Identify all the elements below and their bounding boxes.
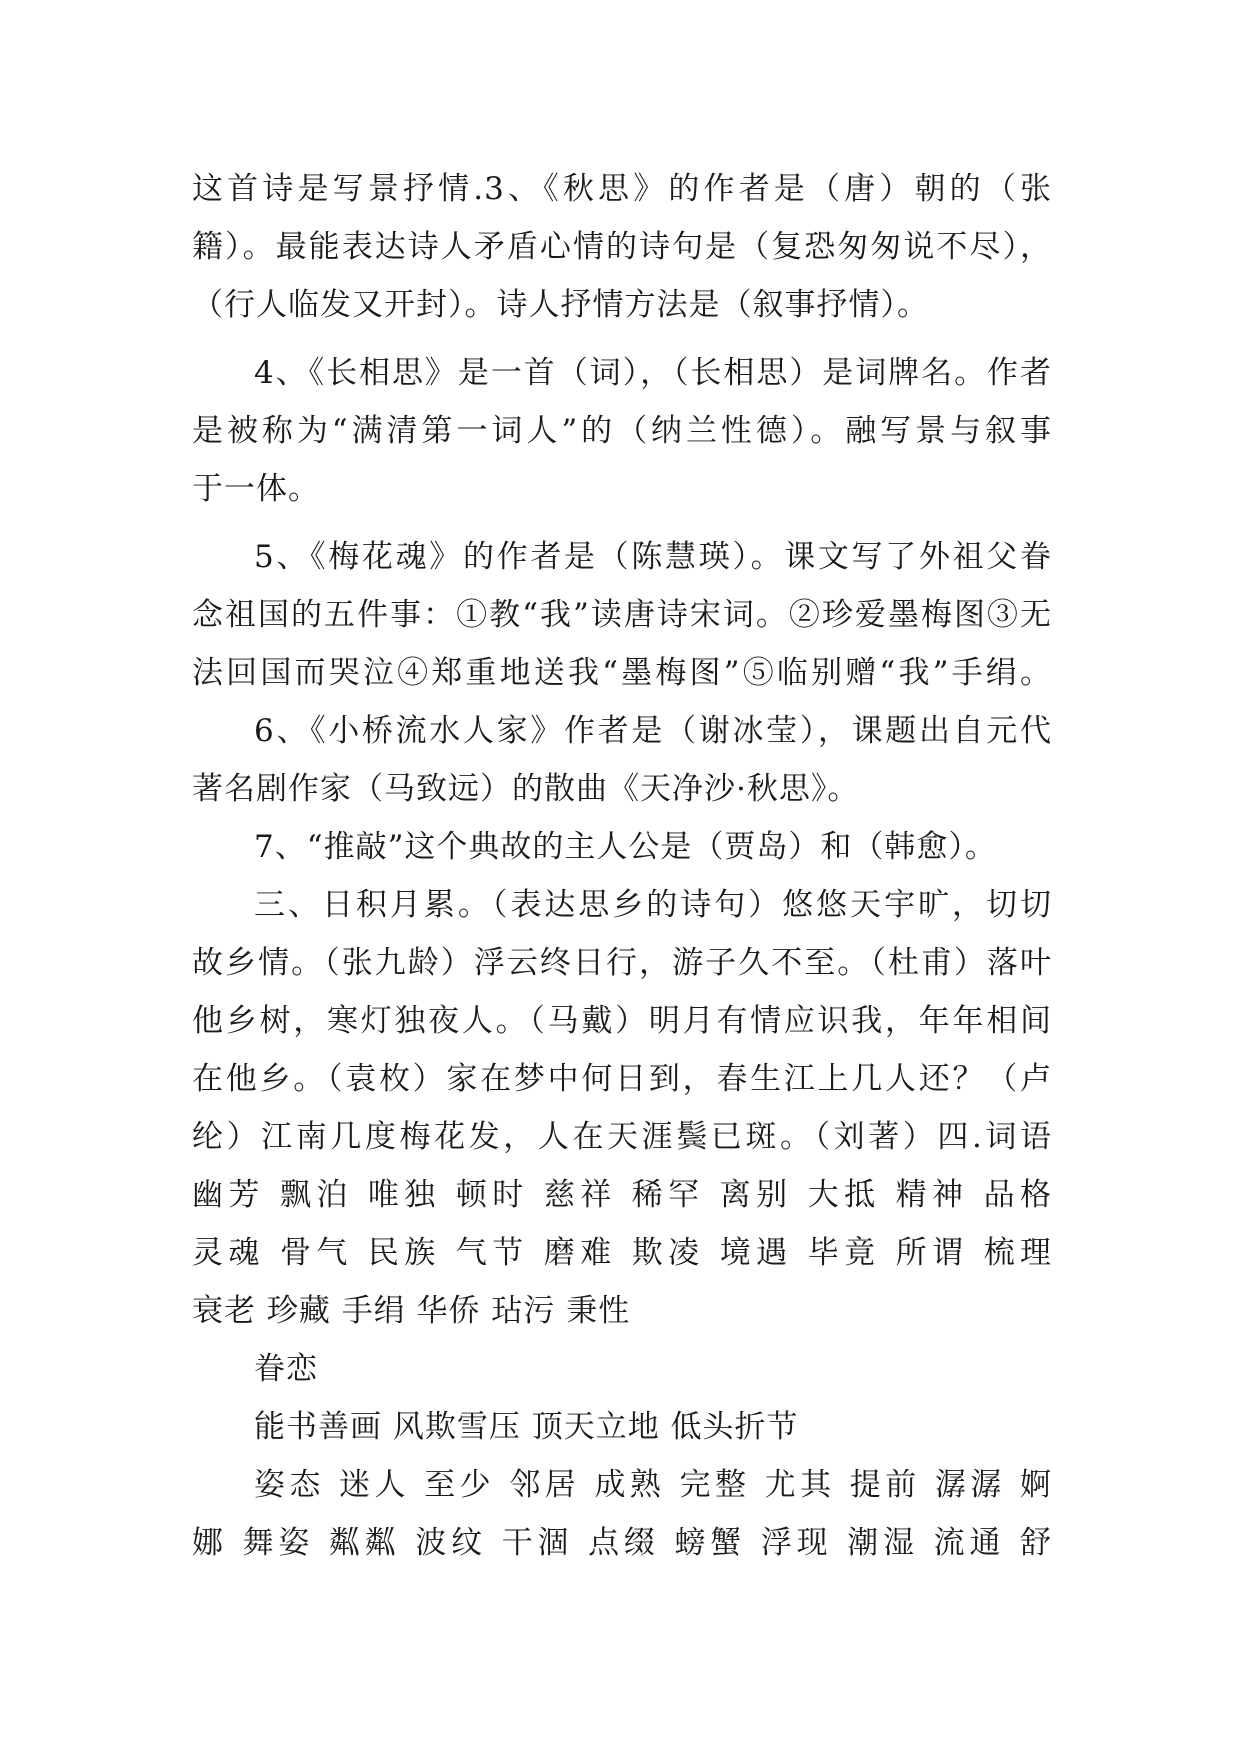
vocab-line: 能书善画 风欺雪压 顶天立地 低头折节 (254, 1409, 799, 1445)
text-line: 念祖国的五件事：①教“我”读唐诗宋词。②珍爱墨梅图③无 (192, 597, 1052, 633)
text-line: 4、《长相思》是一首（词），（长相思）是词牌名。作者 (254, 355, 1052, 391)
text-line: 于一体。 (192, 471, 320, 507)
text-line: 这首诗是写景抒情.3、《秋思》的作者是（唐）朝的（张 (192, 171, 1052, 207)
text-line: （行人临发又开封）。诗人抒情方法是（叙事抒情）。 (192, 287, 929, 323)
text-line: 他乡树，寒灯独夜人。（马戴）明月有情应识我，年年相间 (192, 1003, 1052, 1039)
vocab-line: 娜 舞姿 粼粼 波纹 干涸 点缀 螃蟹 浮现 潮湿 流通 舒 (192, 1525, 1052, 1561)
body-text (192, 160, 1052, 1572)
text-line: 法回国而哭泣④郑重地送我“墨梅图”⑤临别赠“我”手绢。 (192, 655, 1052, 691)
text-line: 6、《小桥流水人家》作者是（谢冰莹），课题出自元代 (254, 713, 1052, 749)
text-line: 籍）。最能表达诗人矛盾心情的诗句是（复恐匆匆说不尽）， (192, 229, 1052, 265)
vocab-line: 姿态 迷人 至少 邻居 成熟 完整 尤其 提前 潺潺 婀 (254, 1467, 1052, 1503)
text-line: 是被称为“满清第一词人”的（纳兰性德）。融写景与叙事 (192, 413, 1052, 449)
text-line: 著名剧作家（马致远）的散曲《天净沙·秋思》。 (192, 771, 860, 807)
vocab-line: 灵魂 骨气 民族 气节 磨难 欺凌 境遇 毕竟 所谓 梳理 (192, 1235, 1052, 1271)
text-line: 在他乡。（袁枚）家在梦中何日到，春生江上几人还？（卢 (192, 1061, 1052, 1097)
text-line: 纶）江南几度梅花发，人在天涯鬓已斑。（刘著）四.词语 (192, 1119, 1052, 1155)
text-line: 三、日积月累。（表达思乡的诗句）悠悠天宇旷，切切 (254, 887, 1052, 923)
text-line: 故乡情。（张九龄）浮云终日行，游子久不至。（杜甫）落叶 (192, 945, 1052, 981)
vocab-line: 衰老 珍藏 手绢 华侨 玷污 秉性 (192, 1293, 631, 1329)
vocab-line: 幽芳 飘泊 唯独 顿时 慈祥 稀罕 离别 大抵 精神 品格 (192, 1177, 1052, 1213)
text-line: 5、《梅花魂》的作者是（陈慧瑛）。课文写了外祖父眷 (254, 539, 1052, 575)
text-line: 7、“推敲”这个典故的主人公是（贾岛）和（韩愈）。 (254, 829, 997, 865)
vocab-line: 眷恋 (254, 1351, 318, 1387)
